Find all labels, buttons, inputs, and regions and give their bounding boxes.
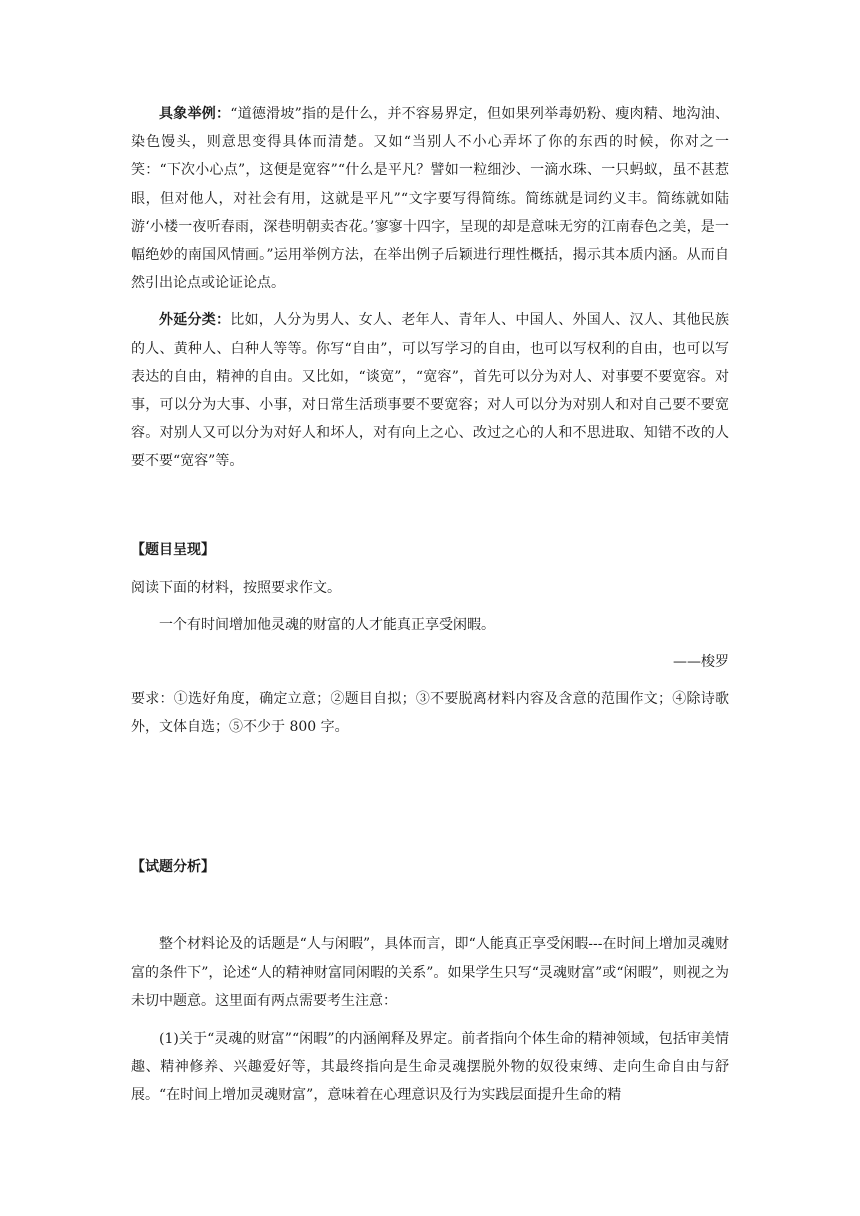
question-requirements: 要求：①选好角度，确定立意；②题目自拟；③不要脱离材料内容及含意的范围作文；④除诗歌外，文体自选；⑤不少于 800 字。 bbox=[131, 691, 729, 736]
quote-attribution: ——梭罗 bbox=[673, 654, 729, 671]
classification-text: 比如，人分为男人、女人、老年人、青年人、中国人、外国人、汉人、其他民族的人、黄种人、白种人等等。你写“自由”，可以写学习的自由，也可以写权利的自由，也可以写表达的自由，精神的自由。又比如，“谈宽”，“宽容”，首先可以分为对人、对事要不要宽容。对事，可以分为大事、小事，对日常生活琐事要不要宽容；对人可以分为对别人和对自己要不要宽容。对别人又可以分为对好人和坏人，对有向上之心、改过之心的人和不思进取、知错不改的人要不要“宽容”等。 bbox=[131, 312, 730, 470]
question-heading: 【题目呈现】 bbox=[131, 541, 215, 558]
examples-paragraph bbox=[131, 100, 729, 297]
classification-paragraph bbox=[131, 306, 729, 475]
classification-label: 外延分类： bbox=[159, 312, 231, 329]
analysis-paragraph-1: 整个材料论及的话题是“人与闲暇”，具体而言，即“人能真正享受闲暇---在时间上增加灵魂财富的条件下”，论述“人的精神财富同闲暇的关系”。如果学生只写“灵魂财富”或“闲暇”，则视之为未切中题意。这里面有两点需要考生注意： bbox=[131, 936, 729, 1009]
question-quote: 一个有时间增加他灵魂的财富的人才能真正享受闲暇。 bbox=[159, 616, 495, 633]
document-page bbox=[131, 100, 729, 1110]
examples-text: “道德滑坡”指的是什么，并不容易界定，但如果列举毒奶粉、瘦肉精、地沟油、染色馒头，则意思变得具体而清楚。又如“当别人不小心弄坏了你的东西的时候，你对之一笑：“下次小心点”，这便是宽容”“什么是平凡？譬如一粒细沙、一滴水珠、一只蚂蚁，虽不甚惹眼，但对他人，对社会有用，这就是平凡”“文字要写得简练。简练就是词约义丰。简练就如陆游‘小楼一夜听春雨，深巷明朝卖杏花。’寥寥十四字，呈现的却是意味无穷的江南春色之美，是一幅绝妙的南国风情画。”运用举例方法，在举出例子后颖进行理性概括，揭示其本质内涵。从而自然引出论点或论证论点。 bbox=[131, 106, 730, 292]
analysis-paragraph-2: (1)关于“灵魂的财富”“闲暇”的内涵阐释及界定。前者指向个体生命的精神领域，包括审美情趣、精神修养、兴趣爱好等，其最终指向是生命灵魂摆脱外物的奴役束缚、走向生命自由与舒展。“在时间上增加灵魂财富”，意味着在心理意识及行为实践层面提升生命的精 bbox=[131, 1031, 729, 1104]
question-instruction: 阅读下面的材料，按照要求作文。 bbox=[131, 579, 341, 596]
analysis-heading: 【试题分析】 bbox=[131, 859, 215, 876]
examples-label: 具象举例： bbox=[159, 106, 231, 122]
